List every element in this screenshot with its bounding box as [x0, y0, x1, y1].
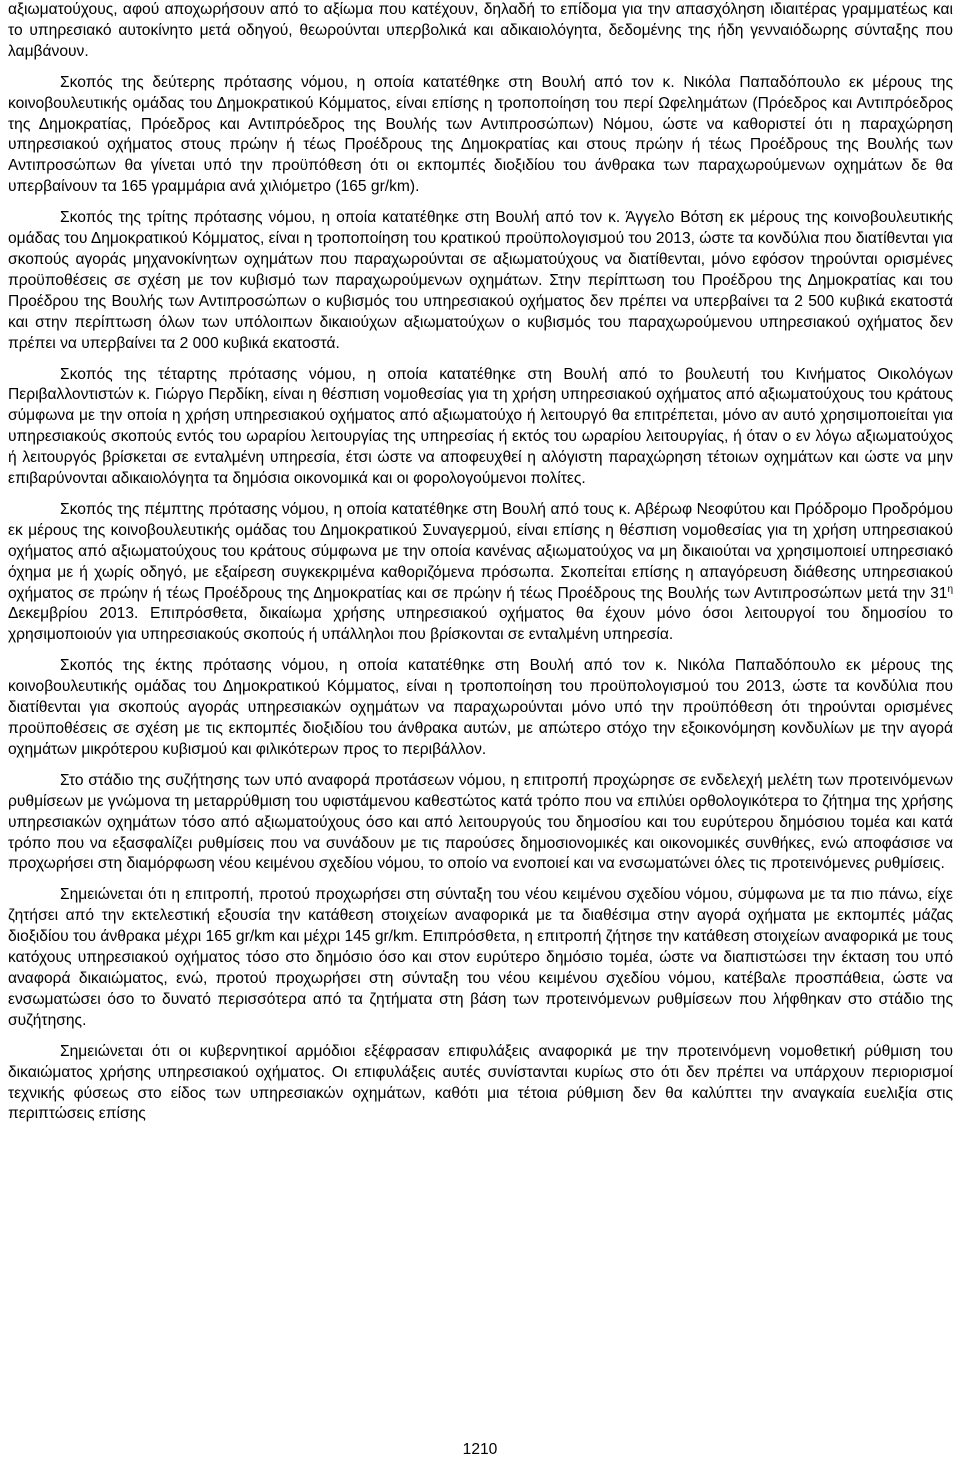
- ordinal-superscript: η: [947, 583, 953, 595]
- paragraph-opening-continuation: αξιωματούχους, αφού αποχωρήσουν από το αξίωμα που κατέχουν, δηλαδή το επίδομα για την απασχόληση ιδιαιτέρας γραμματέως και το υπηρεσιακό αυτοκίνητο μετά οδηγού, θεωρούνται υπερβολικά και αδικαιολόγητα, δεδομένης της ήδη γενναιόδωρης σύνταξης που λαμβάνουν.: [8, 1, 953, 60]
- paragraph-fourth-bill: Σκοπός της τέταρτης πρότασης νόμου, η οποία κατατέθηκε στη Βουλή από το βουλευτή του Κινήματος Οικολόγων Περιβαλλοντιστών κ. Γιώργο Περδίκη, είναι η θέσπιση νομοθεσίας για τη χρήση υπηρεσιακού οχήματος από αξιωματούχους του κράτους σύμφωνα με την οποία η χρήση υπηρεσιακού οχήματος από αξιωματούχο ή λειτουργό θα επιτρέπεται, μόνο αν αυτό χρησιμοποιείται για υπηρεσιακούς σκοπούς εντός του ωραρίου λειτουργίας της υπηρεσίας ή εκτός του ωραρίου λειτουργίας, ή όταν ο εν λόγω αξιωματούχος ή λειτουργός βρίσκεται σε ενταλμένη υπηρεσία, έτσι ώστε να αποφευχθεί η αλόγιστη παραχώρηση τέτοιων οχημάτων και ώστε να μην επιβαρύνονται αδικαιολόγητα τα δημόσια οικονομικά και οι φορολογούμενοι πολίτες.: [8, 365, 953, 488]
- document-page: [8, 0, 953, 1135]
- paragraph-committee-study: Στο στάδιο της συζήτησης των υπό αναφορά προτάσεων νόμου, η επιτροπή προχώρησε σε ενδελεχή μελέτη των προτεινόμενων ρυθμίσεων με γνώμονα τη μεταρρύθμιση του υφιστάμενου καθεστώτος κατά τρόπο που να επιλύει ορθολογικότερα το ζήτημα της χρήσης υπηρεσιακών οχημάτων τόσο από αξιωματούχους όσο και από λειτουργούς του δημοσίου και του ευρύτερου δημόσιου τομέα και κατά τρόπο που να εξασφαλίζει ρυθμίσεις που να συνάδουν με τις παρούσες δημοσιονομικές και οικονομικές συνθήκες, ενώ αποφάσισε να προχωρήσει στη διαμόρφωση νέου κειμένου σχεδίου νόμου, το οποίο να ενοποιεί και να ενσωματώνει όλες τις προτεινόμενες ρυθμίσεις.: [8, 771, 953, 873]
- paragraph-sixth-bill: Σκοπός της έκτης πρότασης νόμου, η οποία κατατέθηκε στη Βουλή από τον κ. Νικόλα Παπαδόπουλο εκ μέρους της κοινοβουλευτικής ομάδας του Δημοκρατικού Κόμματος, είναι η τροποποίηση του προϋπολογισμού του 2013, ώστε τα κονδύλια που διατίθενται για σκοπούς αγοράς υπηρεσιακών οχημάτων να παραχωρούνται μόνο υπό την προϋπόθεση ότι τηρούνται ορισμένες προϋποθέσεις σε σχέση με τις εκπομπές διοξιδίου του άνθρακα αυτών, με απώτερο στόχο την εξοικονόμηση κονδυλίων με την αγορά οχημάτων μικρότερου κυβισμού και φιλικότερων προς το περιβάλλον.: [8, 657, 953, 758]
- paragraph-fifth-bill-part1: Σκοπός της πέμπτης πρότασης νόμου, η οποία κατατέθηκε στη Βουλή από τους κ. Αβέρωφ Νεοφύτου και Πρόδρομο Προδρόμου εκ μέρους της κοινοβουλευτικής ομάδας του Δημοκρατικού Συναγερμού, είναι επίσης η θέσπιση νομοθεσίας για τη χρήση υπηρεσιακού οχήματος από αξιωματούχους του κράτους σύμφωνα με την οποία κανένας αξιωματούχος να μη δικαιούται να χρησιμοποιεί υπηρεσιακό όχημα με ή χωρίς οδηγό, με εξαίρεση συγκεκριμένα καθοριζόμενα πρόσωπα. Σκοπείται επίσης η απαγόρευση διάθεσης υπηρεσιακού οχήματος σε πρώην ή τέως Προέδρους της Δημοκρατίας και σε πρώην ή τέως Προέδρους της Βουλής των Αντιπροσώπων μετά την 31: [8, 500, 953, 602]
- paragraph-fifth-bill-part2: Δεκεμβρίου 2013. Επιπρόσθετα, δικαίωμα χρήσης υπηρεσιακού οχήματος θα έχουν μόνο όσοι λειτουργοί του δημοσίου το χρησιμοποιούν για υπηρεσιακούς σκοπούς ή υπάλληλοι που βρίσκονται σε ενταλμένη υπηρεσία.: [8, 605, 953, 644]
- paragraph-fifth-bill: [8, 500, 953, 646]
- paragraph-third-bill: Σκοπός της τρίτης πρότασης νόμου, η οποία κατατέθηκε στη Βουλή από τον κ. Άγγελο Βότση εκ μέρους της κοινοβουλευτικής ομάδας του Δημοκρατικού Κόμματος, είναι η τροποποίηση του κρατικού προϋπολογισμού του 2013, ώστε τα κονδύλια που διατίθενται για σκοπούς αγοράς μηχανοκίνητων οχημάτων που παραχωρούνται σε αξιωματούχους να διατίθενται, μόνο εφόσον τηρούνται ορισμένες προϋποθέσεις σε σχέση με τον κυβισμό των παραχωρούμενων οχημάτων. Στην περίπτωση του Προέδρου της Δημοκρατίας και του Προέδρου της Βουλής των Αντιπροσώπων ο κυβισμός του υπηρεσιακού οχήματος δεν πρέπει να υπερβαίνει τα 2 500 κυβικά εκατοστά και στην περίπτωση όλων των υπόλοιπων δικαιούχων αξιωματούχων ο κυβισμός του παραχωρούμενου υπηρεσιακού οχήματος δεν πρέπει να υπερβαίνει τα 2 000 κυβικά εκατοστά.: [8, 209, 954, 352]
- paragraph-government-reservations: Σημειώνεται ότι οι κυβερνητικοί αρμόδιοι εξέφρασαν επιφυλάξεις αναφορικά με την προτεινόμενη νομοθετική ρύθμιση του δικαιώματος χρήσης υπηρεσιακού οχήματος. Οι επιφυλάξεις αυτές συνίστανται κυρίως στο ότι δεν πρέπει να υπάρχουν περιορισμοί τεχνικής φύσεως στο είδος των υπηρεσιακών οχημάτων, καθότι μια τέτοια ρύθμιση δεν θα καλύπτει την αναγκαία ευελιξία στις περιπτώσεις επίσης: [8, 1042, 953, 1123]
- page-number: 1210: [462, 1441, 498, 1458]
- paragraph-second-bill: Σκοπός της δεύτερης πρότασης νόμου, η οποία κατατέθηκε στη Βουλή από τον κ. Νικόλα Παπαδόπουλο εκ μέρους της κοινοβουλευτικής ομάδας του Δημοκρατικού Κόμματος, είναι επίσης η τροποποίηση του περί Ωφελημάτων (Πρόεδρος και Αντιπρόεδρος της Δημοκρατίας, Πρόεδρος και Αντιπρόεδρος της Βουλής των Αντιπροσώπων) Νόμου, ώστε να καθοριστεί ότι η παραχώρηση υπηρεσιακού οχήματος στους πρώην ή τέως Προέδρους της Δημοκρατίας και στους πρώην ή τέως Προέδρους της Βουλής των Αντιπροσώπων θα γίνεται υπό την προϋπόθεση ότι οι εκπομπές διοξιδίου του άνθρακα των παραχωρούμενων οχημάτων δε θα υπερβαίνουν τα 165 γραμμάρια ανά χιλιόμετρο (165 gr/km).: [8, 73, 953, 196]
- paragraph-committee-data-request: Σημειώνεται ότι η επιτροπή, προτού προχωρήσει στη σύνταξη του νέου κειμένου σχεδίου νόμου, σύμφωνα με τα πιο πάνω, είχε ζητήσει από την εκτελεστική εξουσία την κατάθεση στοιχείων αναφορικά με τα διαθέσιμα στην αγορά οχήματα με εκπομπές μάζας διοξιδίου του άνθρακα μέχρι 165 gr/km και μέχρι 145 gr/km. Επιπρόσθετα, η επιτροπή ζήτησε την κατάθεση στοιχείων αναφορικά με τους κατόχους υπηρεσιακού οχήματος τόσο στο δημόσιο όσο και στον ευρύτερο δημόσιο τομέα, ώστε να διαπιστώσει την έκταση του υπό αναφορά δικαιώματος, ενώ, προτού προχωρήσει στη σύνταξη του νέου κειμένου σχεδίου νόμου, κατέβαλε προσπάθεια, ώστε να ενσωματώσει όσο το δυνατό περισσότερα από τα ζητήματα στη βάση των προτεινόμενων ρυθμίσεων που λήφθηκαν στο στάδιο της συζήτησης.: [8, 886, 953, 1029]
